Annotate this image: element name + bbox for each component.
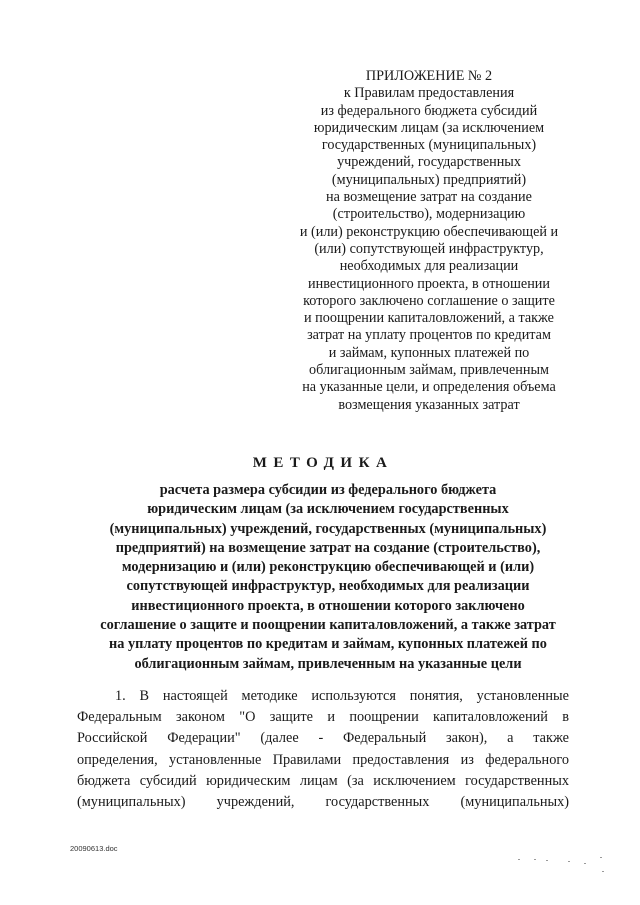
body-line: 1. В настоящей методике используются понятия, установленные xyxy=(115,688,569,704)
document-subtitle xyxy=(78,481,578,674)
subtitle-line: облигационным займам, привлеченным на указанные цели xyxy=(134,655,522,672)
subtitle-line: юридическим лицам (за исключением государственных xyxy=(147,501,509,518)
appendix-line: возмещения указанных затрат xyxy=(338,396,520,413)
appendix-line: и займам, купонных платежей по xyxy=(328,344,530,361)
footer-file-id: 20090613.doc xyxy=(70,844,118,853)
body-paragraph xyxy=(77,686,569,813)
appendix-line: инвестиционного проекта, в отношении xyxy=(308,275,550,292)
appendix-line: которого заключено соглашение о защите xyxy=(303,292,555,309)
subtitle-line: сопутствующей инфраструктур, необходимых для реализации xyxy=(126,578,530,595)
appendix-line: необходимых для реализации xyxy=(339,258,519,275)
subtitle-line: (муниципальных) учреждений, государственных (муниципальных) xyxy=(109,520,547,537)
subtitle-line: на уплату процентов по кредитам и займам, купонных платежей по xyxy=(109,636,547,653)
body-line: (муниципальных) учреждений, государственных (муниципальных) xyxy=(77,794,569,811)
appendix-line: (муниципальных) предприятий) xyxy=(331,171,527,188)
document-title: МЕТОДИКА xyxy=(252,455,394,471)
body-line: Российской Федерации" (далее - Федеральный закон), а также xyxy=(77,730,569,747)
appendix-line: облигационным займам, привлеченным xyxy=(309,362,549,379)
appendix-line: на возмещение затрат на создание xyxy=(326,189,532,206)
subtitle-line: инвестиционного проекта, в отношении которого заключено xyxy=(131,597,525,614)
appendix-line: к Правилам предоставления xyxy=(343,85,515,102)
appendix-line: из федерального бюджета субсидий xyxy=(320,102,538,119)
body-line: бюджета субсидий юридическим лицам (за исключением государственных xyxy=(77,772,569,789)
appendix-line: (или) сопутствующей инфраструктур, xyxy=(314,240,544,257)
appendix-header xyxy=(282,68,576,414)
appendix-line: на указанные цели, и определения объема xyxy=(302,379,556,396)
appendix-line: и (или) реконструкцию обеспечивающей и xyxy=(299,223,559,240)
body-line: определения, установленные Правилами предоставления из федерального xyxy=(77,751,569,768)
appendix-line: (строительство), модернизацию xyxy=(332,206,526,223)
appendix-line: затрат на уплату процентов по кредитам xyxy=(307,327,551,344)
subtitle-line: расчета размера субсидии из федерального бюджета xyxy=(159,482,497,498)
scan-artifact xyxy=(516,851,606,881)
appendix-line: юридическим лицам (за исключением xyxy=(313,119,545,136)
subtitle-line: соглашение о защите и поощрении капиталовложений, а также затрат xyxy=(100,617,556,634)
subtitle-line: модернизацию и (или) реконструкцию обеспечивающей и (или) xyxy=(121,559,535,576)
appendix-line: ПРИЛОЖЕНИЕ № 2 xyxy=(365,68,493,84)
appendix-line: и поощрении капиталовложений, а также xyxy=(304,310,554,327)
appendix-line: учреждений, государственных xyxy=(337,154,521,171)
body-line: Федеральным законом "О защите и поощрении капиталовложений в xyxy=(77,709,569,726)
appendix-line: государственных (муниципальных) xyxy=(321,137,537,154)
subtitle-line: предприятий) на возмещение затрат на создание (строительство), xyxy=(115,539,541,556)
